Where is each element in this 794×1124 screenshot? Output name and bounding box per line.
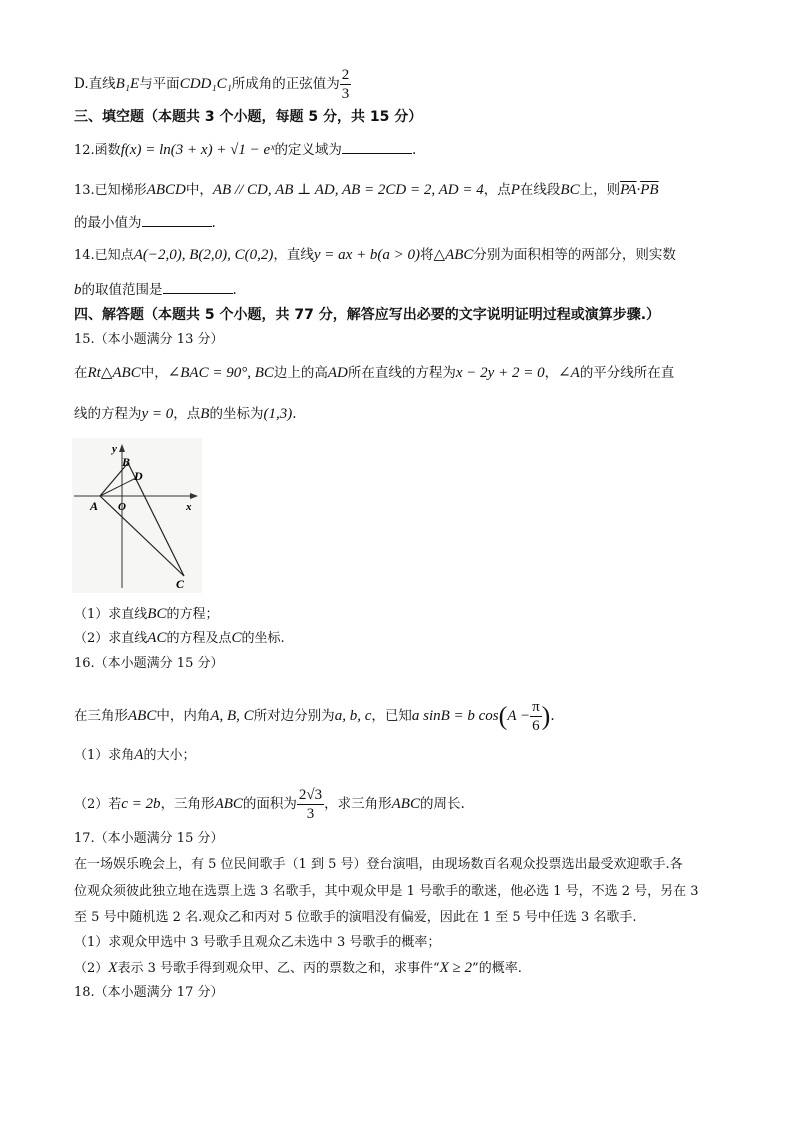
question-14 [74, 245, 764, 266]
math-b1e: B₁E [115, 76, 140, 92]
question-13-line-2 [74, 213, 764, 233]
q16-p2-d: ，求三角形 [324, 796, 392, 812]
q17-p2-c: ”的概率. [472, 961, 522, 976]
q15-p2-ac: AC [147, 630, 167, 646]
q15-part-2 [74, 628, 764, 649]
q13-vector-pa: $\overline{PA}$ [620, 182, 637, 198]
q12-formula: f(x) = ln(3 + x) + √1 − eˣ [120, 142, 275, 158]
q13-dot: · [636, 182, 641, 198]
q13-vector-pb: $\overline{PB}$ [640, 182, 659, 198]
q14-points: A(−2,0), B(2,0), C(0,2) [133, 247, 274, 263]
label-c: C [176, 577, 185, 591]
q14-mid1: ，直线 [273, 247, 314, 263]
q16-p2-cond: c = 2b [121, 796, 161, 812]
q17-text-3: 至 5 号中随机选 2 名.观众乙和丙对 5 位歌手的演唱没有偏爱，因此在 1 至 5 号中任选 3 名歌手. [74, 910, 637, 925]
q17-text-2: 位观众须彼此独立地在选票上选 3 名歌手，其中观众甲是 1 号歌手的歌迷，他必选 1 号，不选 2 号，另在 3 [74, 884, 699, 899]
q15-p2-a: （2）求直线 [74, 631, 148, 646]
q12-blank [342, 141, 412, 154]
q15-p1-a: （1）求直线 [74, 607, 148, 622]
question-16-line-1 [74, 698, 764, 735]
q16-fraction [530, 698, 542, 735]
q15-p1-bc: BC [147, 606, 167, 622]
q15-a2: 中， [140, 365, 168, 381]
question-15-line-1 [74, 363, 764, 383]
q14-mid2: 将 [420, 247, 434, 263]
q17-part-2 [74, 958, 764, 979]
question-18-header: 18.（本小题满分 17 分） [74, 985, 224, 1000]
q15-rt-triangle: Rt△ABC [87, 365, 141, 381]
q16-a3: 所对边分别为 [253, 708, 335, 724]
label-y: y [112, 443, 117, 455]
q15-b1: 线的方程为 [74, 406, 142, 422]
label-o: O [118, 501, 126, 513]
q17-p2-event: X ≥ 2 [439, 960, 473, 976]
section-3-heading: 三、填空题（本题共 3 个小题，每题 5 分，共 15 分） [74, 109, 423, 125]
math-plane: CDD₁C₁ [179, 76, 232, 92]
question-13 [74, 180, 764, 201]
q15-b-coords: (1,3) [263, 406, 293, 422]
q17-part-1: （1）求观众甲选中 3 号歌手且观众乙未选中 3 号歌手的概率； [74, 935, 441, 950]
q15-bisector-eq: y = 0 [141, 406, 174, 422]
q16-p2-fraction [297, 786, 324, 823]
q15-a5: ， [544, 365, 559, 381]
q15-figure [72, 438, 202, 593]
q12-suffix: 的定义域为 [274, 142, 342, 158]
question-15-header: 15.（本小题满分 13 分） [74, 332, 224, 347]
q16-p2-frac-num: 2√3 [298, 787, 323, 803]
q16-p2-abc2: ABC [391, 796, 420, 812]
section-4-heading: 四、解答题（本题共 5 个小题，共 77 分，解答应写出必要的文字说明证明过程或演算步骤.） [74, 307, 661, 323]
q15-point-b: B [200, 406, 210, 422]
q13-prefix: 13.已知梯形 [74, 183, 147, 198]
q16-a2: 中，内角 [156, 708, 211, 724]
y-axis-arrow [119, 444, 125, 452]
frac-num: 2 [341, 67, 350, 83]
q16-p2-c: 的面积为 [242, 796, 297, 812]
q12-end: . [411, 142, 417, 158]
q17-p2-x: X [108, 960, 118, 976]
q14-end: . [232, 282, 237, 298]
q13-line2: 的最小值为 [74, 215, 142, 231]
q16-frac-num: π [532, 699, 540, 715]
q17-text-1: 在一场娱乐晚会上，有 5 位民间歌手（1 到 5 号）登台演唱，由现场数百名观众投票选出最受欢迎歌手.各 [74, 857, 683, 872]
q15-b2: ，点 [173, 406, 201, 422]
q15-p1-b: 的方程； [166, 607, 219, 622]
question-12 [74, 140, 764, 161]
segment-ac [100, 496, 184, 576]
q15-a3: 边上的高 [273, 365, 328, 381]
q16-end: . [550, 708, 555, 724]
q15-a1: 在 [74, 365, 88, 381]
q16-sides: a, b, c [334, 708, 372, 724]
label-d: D [134, 469, 143, 483]
option-d-line [74, 66, 764, 103]
q15-p2-end: 的坐标. [241, 631, 285, 646]
option-d-suffix: 所成角的正弦值为 [231, 76, 340, 92]
q13-bc: BC [560, 182, 580, 198]
frac-den: 3 [341, 86, 350, 102]
option-d-text: D.直线 [74, 76, 116, 92]
question-17-header: 17.（本小题满分 15 分） [74, 831, 224, 846]
question-16-header: 16.（本小题满分 15 分） [74, 656, 224, 671]
x-axis-arrow [190, 493, 198, 499]
q16-p2-abc: ABC [214, 796, 243, 812]
q15-ad-eq: x − 2y + 2 = 0 [455, 365, 545, 381]
q15-b4: . [292, 406, 297, 422]
q16-eq-left: a sinB = b cos [411, 708, 499, 724]
q16-part-1 [74, 745, 764, 766]
q17-p2-a: （2） [74, 961, 109, 976]
q15-angle: ∠BAC = 90°, BC [167, 365, 274, 381]
q13-end: . [211, 215, 216, 231]
q13-p: P [510, 182, 520, 198]
q16-frac-den: 6 [532, 718, 540, 734]
q15-ad: AD [327, 365, 348, 381]
q13-abcd: ABCD [146, 182, 186, 198]
q13-mid4: 上，则 [579, 182, 621, 198]
label-a: A [90, 499, 99, 513]
segment-ad [100, 478, 136, 496]
q13-mid1: 中， [185, 182, 213, 198]
q15-a6: 的平分线所在直 [579, 365, 675, 381]
q16-a4: ，已知 [371, 708, 412, 724]
q15-p2-c: C [231, 630, 242, 646]
q16-p1-b: 的大小； [143, 748, 196, 763]
q13-mid3: 在线段 [519, 182, 561, 198]
q16-p1-angle: A [134, 747, 144, 763]
q13-mid2: ，点 [483, 182, 511, 198]
q13-conditions: AB // CD, AB ⊥ AD, AB = 2CD = 2, AD = 4 [212, 182, 484, 198]
q14-triangle: △ABC [433, 247, 474, 263]
q12-prefix: 12.函数 [74, 143, 121, 158]
q14-blank [163, 281, 233, 294]
q15-part-1 [74, 604, 764, 625]
fraction-two-thirds [340, 66, 352, 103]
q15-b3: 的坐标为 [209, 406, 264, 422]
q16-p1-a: （1）求角 [74, 748, 135, 763]
question-14-line-2 [74, 280, 764, 300]
label-b: B [122, 455, 131, 469]
q15-p2-b: 的方程及点 [166, 631, 232, 646]
q16-abc: ABC [128, 708, 157, 724]
q16-p2-e: 的周长. [419, 796, 465, 812]
q16-paren-close: ) [541, 701, 551, 731]
q16-p2-b: ，三角形 [160, 796, 215, 812]
q16-paren-open: ( [498, 701, 508, 731]
label-x: x [186, 501, 192, 513]
q15-figure-svg [72, 438, 202, 593]
q13-blank [142, 214, 212, 227]
q16-a1: 在三角形 [74, 708, 128, 724]
question-15-line-2 [74, 404, 764, 424]
q14-line-eq: y = ax + b(a > 0) [313, 247, 421, 263]
q16-angles: A, B, C [210, 708, 254, 724]
q15-angle-a: ∠A [558, 365, 580, 381]
q14-line2: 的取值范围是 [81, 282, 163, 298]
q15-a4: 所在直线的方程为 [347, 365, 456, 381]
q16-eq-inner: A − [507, 708, 531, 724]
q16-part-2 [74, 786, 764, 823]
q14-prefix: 14.已知点 [74, 248, 134, 263]
q17-p2-b: 表示 3 号歌手得到观众甲、乙、丙的票数之和，求事件“ [117, 961, 440, 976]
option-d-mid: 与平面 [139, 76, 180, 92]
q14-suffix: 分别为面积相等的两部分，则实数 [473, 247, 676, 263]
q14-b: b [74, 282, 82, 298]
q16-p2-a: （2）若 [74, 797, 122, 812]
q16-p2-frac-den: 3 [306, 806, 315, 822]
